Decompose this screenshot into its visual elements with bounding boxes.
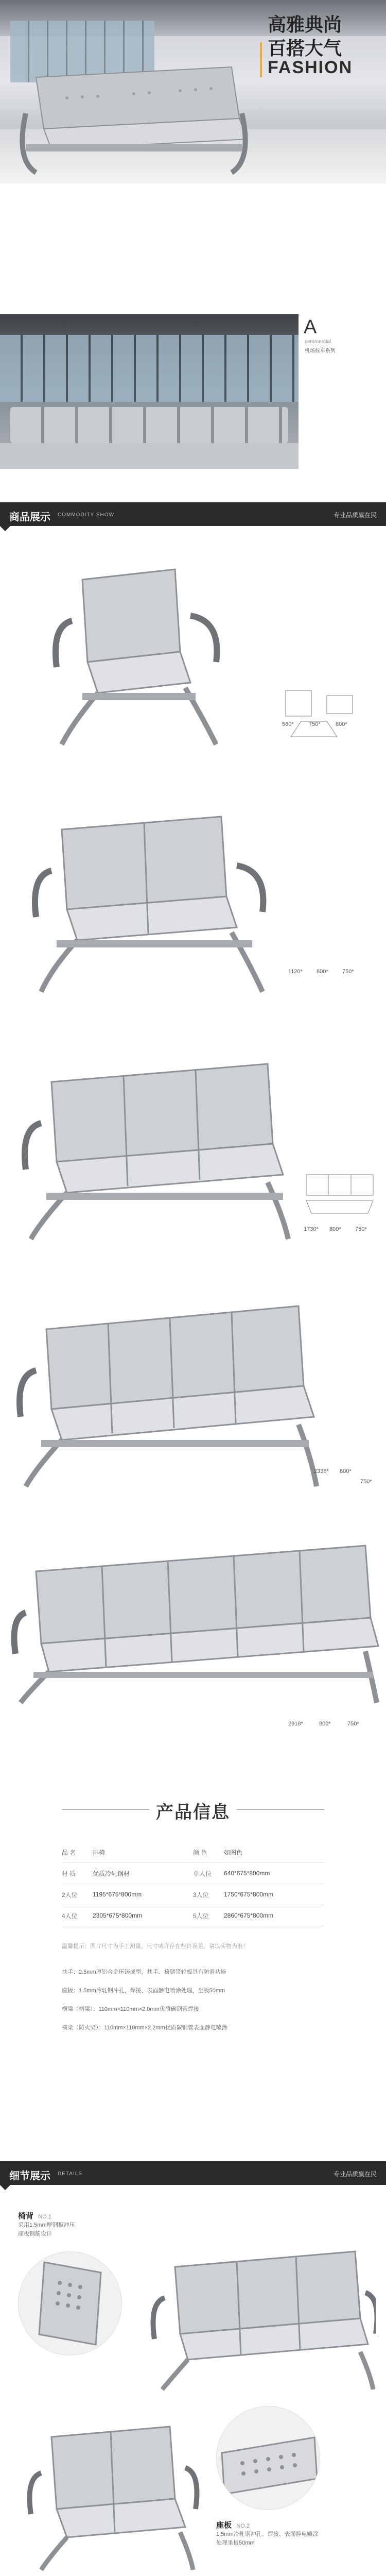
info-key: 颜 色 <box>193 1842 224 1863</box>
hero-title-1: 高雅典尚 <box>268 14 342 35</box>
product-3 <box>0 1030 386 1257</box>
detail-1-heading: 椅背 <box>18 2212 34 2221</box>
table-row <box>62 1905 324 1926</box>
detail-2-number: NO.2 <box>236 2523 250 2529</box>
product-3-dim-1: 1730* <box>304 1226 319 1232</box>
info-value: 2860*675*800mm <box>224 1905 324 1926</box>
hero-section <box>0 0 386 183</box>
product-1-dim-2: 750* <box>309 721 321 727</box>
scene2-bench-row <box>10 407 288 443</box>
detail-bar-sub: DETAILS <box>58 2171 82 2177</box>
hero-bench-image <box>5 57 252 175</box>
product-3-dim-3: 750* <box>355 1226 367 1232</box>
scene2-section <box>0 314 386 469</box>
product-2-dim-3: 750* <box>342 969 354 975</box>
products-bar-title: 商品展示 <box>9 512 50 523</box>
product-2-dim-2: 800* <box>317 969 328 975</box>
info-value: 640*675*800mm <box>224 1863 324 1884</box>
product-4-dim-2: 800* <box>340 1468 352 1475</box>
detail-1-zoom-image <box>18 2251 122 2355</box>
products-bar <box>0 502 386 526</box>
scene2-floor <box>0 443 299 469</box>
product-3-elevation <box>304 1170 376 1216</box>
detail-2-callout <box>216 2519 319 2548</box>
product-4-dim-3: 750* <box>360 1479 372 1485</box>
product-2-image <box>15 799 283 994</box>
detail-bar-right: 专业品质赢在民 <box>333 2171 377 2178</box>
info-value: 如图色 <box>224 1842 324 1863</box>
info-value: 2305*675*800mm <box>93 1905 193 1926</box>
info-key: 材 质 <box>62 1863 93 1884</box>
product-5-dim-2: 800* <box>319 1721 331 1727</box>
info-rule-left <box>62 1809 149 1810</box>
info-note: 温馨提示：图片尺寸为手工测量，尺寸或许存在些许误差，请以实物为准！ <box>62 1943 249 1950</box>
detail-1-bench-image <box>139 2236 376 2391</box>
detail-1-text-2: 座板钢筋设计 <box>18 2231 52 2237</box>
product-1 <box>0 533 386 762</box>
product-2-dim-1: 1120* <box>288 969 303 975</box>
info-key: 2人位 <box>62 1884 93 1905</box>
details-section <box>0 2195 386 2576</box>
product-1-image <box>21 549 257 750</box>
info-key: 5人位 <box>193 1905 224 1926</box>
hero-accent-line <box>260 42 262 77</box>
product-1-elevation <box>280 685 363 742</box>
detail-2-heading: 座板 <box>216 2521 232 2530</box>
table-row <box>62 1842 324 1863</box>
table-row <box>62 1884 324 1905</box>
info-key: 4人位 <box>62 1905 93 1926</box>
info-value: 排椅 <box>93 1842 193 1863</box>
product-2 <box>0 783 386 1010</box>
info-table <box>62 1842 324 1926</box>
products-bar-right: 专业品质赢在民 <box>333 512 377 519</box>
scene2-window <box>0 335 299 402</box>
scene2-tag: A <box>304 316 317 338</box>
info-value: 优质冷轧钢材 <box>93 1863 193 1884</box>
info-feature: 扶手：2.5mm厚铝合金压铸成型，扶手、椅腿带轮板具有防滑功能 <box>62 1969 226 1975</box>
product-5-image <box>5 1535 381 1705</box>
product-5-dim-3: 750* <box>347 1721 359 1727</box>
hero-title-2: 百搭大气 <box>268 38 342 59</box>
detail-2-text-1: 1.5mm冷轧钢冲孔、焊接、表面静电喷涂 <box>216 2531 319 2537</box>
product-1-dim-3: 800* <box>336 721 347 727</box>
hero-title-en: FASHION <box>268 58 353 77</box>
products-bar-notch <box>0 526 10 531</box>
detail-bar-notch <box>0 2185 10 2190</box>
info-value: 1750*675*800mm <box>224 1884 324 1905</box>
detail-1-text-1: 采用1.5mm厚钢板冲压 <box>18 2222 75 2228</box>
detail-2-zoom-image <box>216 2406 320 2510</box>
info-feature: 横梁（柄梁）：110mm×110mm×2.0mm优质碳钢管焊接 <box>62 2006 199 2012</box>
detail-2-bench-image <box>21 2416 206 2571</box>
detail-bar <box>0 2161 386 2185</box>
product-5-dim-1: 2918* <box>288 1721 303 1727</box>
products-bar-sub: COMMODITY SHOW <box>58 512 114 518</box>
scene2-tag-en: cemmercial <box>305 339 331 345</box>
product-3-dim-2: 800* <box>329 1226 341 1232</box>
product-4 <box>0 1278 386 1504</box>
scene2-photo <box>0 314 299 469</box>
detail-1-number: NO.1 <box>38 2214 52 2220</box>
detail-1-callout <box>18 2210 75 2239</box>
detail-2-text-2: 处理坐板50mm <box>216 2540 255 2546</box>
product-5 <box>0 1525 386 1741</box>
info-key: 3人位 <box>193 1884 224 1905</box>
info-section <box>0 1783 386 2154</box>
detail-bar-title: 细节展示 <box>9 2171 50 2182</box>
product-4-image <box>10 1293 319 1489</box>
info-feature: 座板：1.5mm冷轧钢冲孔，焊接、表面静电喷涂处理，坐板50mm <box>62 1988 225 1994</box>
product-4-dim-1: 2336* <box>314 1468 329 1475</box>
scene2-tag-cn: 机场候车系列 <box>305 348 336 354</box>
info-title: 产品信息 <box>156 1803 230 1822</box>
bench-illustration <box>5 57 252 175</box>
info-rule-right <box>237 1809 324 1810</box>
product-3-image <box>10 1051 299 1242</box>
info-value: 1195*675*800mm <box>93 1884 193 1905</box>
info-key: 品 名 <box>62 1842 93 1863</box>
product-1-dim-1: 560* <box>282 721 294 727</box>
info-key: 单人位 <box>193 1863 224 1884</box>
info-feature: 横梁（防火梁）：110mm×110mm×2.2mm优质碳钢管表面静电喷涂 <box>62 2025 227 2031</box>
table-row <box>62 1863 324 1884</box>
